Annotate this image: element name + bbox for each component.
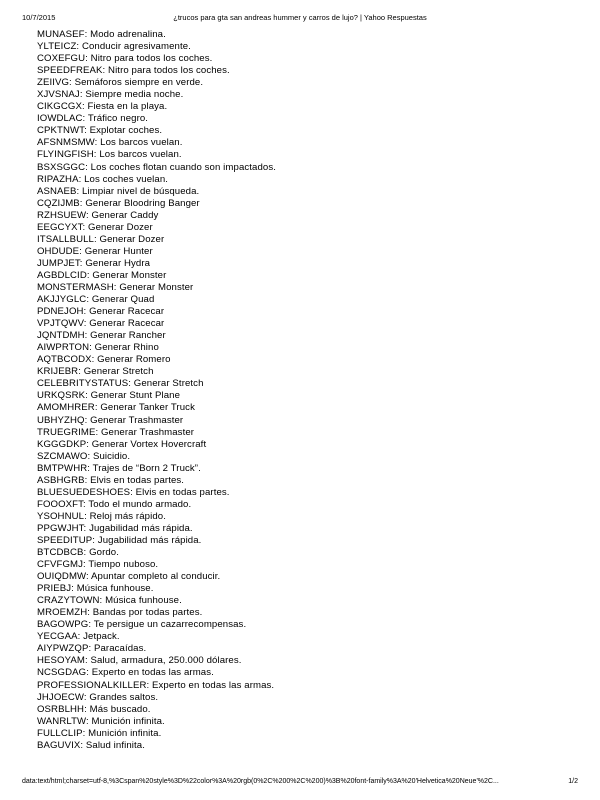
cheat-code-line: FOOOXFT: Todo el mundo armado. (37, 498, 192, 510)
cheat-code-line: FLYINGFISH: Los barcos vuelan. (37, 149, 182, 161)
cheat-code-line: AFSNMSMW: Los barcos vuelan. (37, 137, 183, 149)
cheat-code-line: ZEIIVG: Semáforos siempre en verde. (37, 77, 204, 89)
cheat-code-line: OUIQDMW: Apuntar completo al conducir. (37, 571, 221, 583)
cheat-code-line: PRIEBJ: Música funhouse. (37, 583, 154, 595)
cheat-code-line: CELEBRITYSTATUS: Generar Stretch (37, 378, 204, 390)
page-footer (22, 778, 578, 788)
cheat-code-line: AIWPRTON: Generar Rhino (37, 342, 159, 354)
cheat-code-line: OHDUDE: Generar Hunter (37, 245, 153, 257)
cheat-code-line: ITSALLBULL: Generar Dozer (37, 233, 165, 245)
cheat-code-line: CQZIJMB: Generar Bloodring Banger (37, 197, 200, 209)
cheat-code-line: BAGOWPG: Te persigue un cazarrecompensas. (37, 619, 247, 631)
cheat-code-line: AQTBCODX: Generar Romero (37, 354, 171, 366)
cheat-code-line: AMOMHRER: Generar Tanker Truck (37, 402, 195, 414)
page-title: ¿trucos para gta san andreas hummer y carros de lujo? | Yahoo Respuestas (173, 13, 427, 22)
source-url: data:text/html;charset=utf-8,%3Cspan%20style%3D%22color%3A%20rgb(0%2C%200%2C%200)%3B%20font-family%3A%20'Helvetica%20Neue'%2C... (22, 778, 499, 785)
cheat-code-list (37, 29, 276, 752)
cheat-code-line: UBHYZHQ: Generar Trashmaster (37, 414, 184, 426)
cheat-code-line: SPEEDFREAK: Nitro para todos los coches. (37, 65, 230, 77)
cheat-code-line: IOWDLAC: Tráfico negro. (37, 113, 149, 125)
cheat-code-line: CPKTNWT: Explotar coches. (37, 125, 163, 137)
cheat-code-line: SPEEDITUP: Jugabilidad más rápida. (37, 534, 202, 546)
cheat-code-line: ASBHGRB: Elvis en todas partes. (37, 474, 185, 486)
cheat-code-line: CRAZYTOWN: Música funhouse. (37, 595, 182, 607)
cheat-code-line: MROEMZH: Bandas por todas partes. (37, 607, 203, 619)
cheat-code-line: JQNTDMH: Generar Rancher (37, 330, 166, 342)
cheat-code-line: FULLCLIP: Munición infinita. (37, 727, 162, 739)
cheat-code-line: NCSGDAG: Experto en todas las armas. (37, 667, 214, 679)
cheat-code-line: AIYPWZQP: Paracaídas. (37, 643, 147, 655)
cheat-code-line: SZCMAWO: Suicidio. (37, 450, 131, 462)
cheat-code-line: BAGUVIX: Salud infinita. (37, 739, 145, 751)
cheat-code-line: HESOYAM: Salud, armadura, 250.000 dólares. (37, 655, 242, 667)
cheat-code-line: BLUESUEDESHOES: Elvis en todas partes. (37, 486, 230, 498)
cheat-code-line: VPJTQWV: Generar Racecar (37, 318, 165, 330)
cheat-code-line: MONSTERMASH: Generar Monster (37, 281, 194, 293)
cheat-code-line: BMTPWHR: Trajes de “Born 2 Truck”. (37, 462, 201, 474)
page-number: 1/2 (568, 778, 578, 785)
cheat-code-line: RZHSUEW: Generar Caddy (37, 209, 159, 221)
cheat-code-line: BSXSGGC: Los coches flotan cuando son impactados. (37, 161, 277, 173)
cheat-code-line: MUNASEF: Modo adrenalina. (37, 29, 166, 40)
cheat-code-line: PDNEJOH: Generar Racecar (37, 306, 165, 318)
cheat-code-line: BTCDBCB: Gordo. (37, 547, 120, 559)
page-header (22, 13, 578, 23)
cheat-code-line: YSOHNUL: Reloj más rápido. (37, 510, 166, 522)
cheat-code-line: JUMPJET: Generar Hydra (37, 257, 151, 269)
cheat-code-line: AKJJYGLC: Generar Quad (37, 294, 155, 306)
cheat-code-line: TRUEGRIME: Generar Trashmaster (37, 426, 195, 438)
cheat-code-line: ASNAEB: Limpiar nivel de búsqueda. (37, 185, 200, 197)
cheat-code-line: KGGGDKP: Generar Vortex Hovercraft (37, 438, 207, 450)
cheat-code-line: YECGAA: Jetpack. (37, 631, 120, 643)
cheat-code-line: JHJOECW: Grandes saltos. (37, 691, 159, 703)
cheat-code-line: PPGWJHT: Jugabilidad más rápida. (37, 522, 193, 534)
cheat-code-line: CIKGCGX: Fiesta en la playa. (37, 101, 168, 113)
cheat-code-line: COXEFGU: Nitro para todos los coches. (37, 53, 213, 65)
cheat-code-line: OSRBLHH: Más buscado. (37, 703, 151, 715)
cheat-code-line: WANRLTW: Munición infinita. (37, 715, 165, 727)
cheat-code-line: KRIJEBR: Generar Stretch (37, 366, 154, 378)
cheat-code-line: XJVSNAJ: Siempre media noche. (37, 89, 184, 101)
cheat-code-line: RIPAZHA: Los coches vuelan. (37, 173, 169, 185)
print-date: 10/7/2015 (22, 13, 56, 22)
cheat-code-line: EEGCYXT: Generar Dozer (37, 221, 153, 233)
cheat-code-line: PROFESSIONALKILLER: Experto en todas las armas. (37, 679, 275, 691)
cheat-code-line: URKQSRK: Generar Stunt Plane (37, 390, 181, 402)
cheat-code-line: AGBDLCID: Generar Monster (37, 269, 167, 281)
cheat-code-line: YLTEICZ: Conducir agresivamente. (37, 41, 191, 53)
cheat-code-line: CFVFGMJ: Tiempo nuboso. (37, 559, 159, 571)
